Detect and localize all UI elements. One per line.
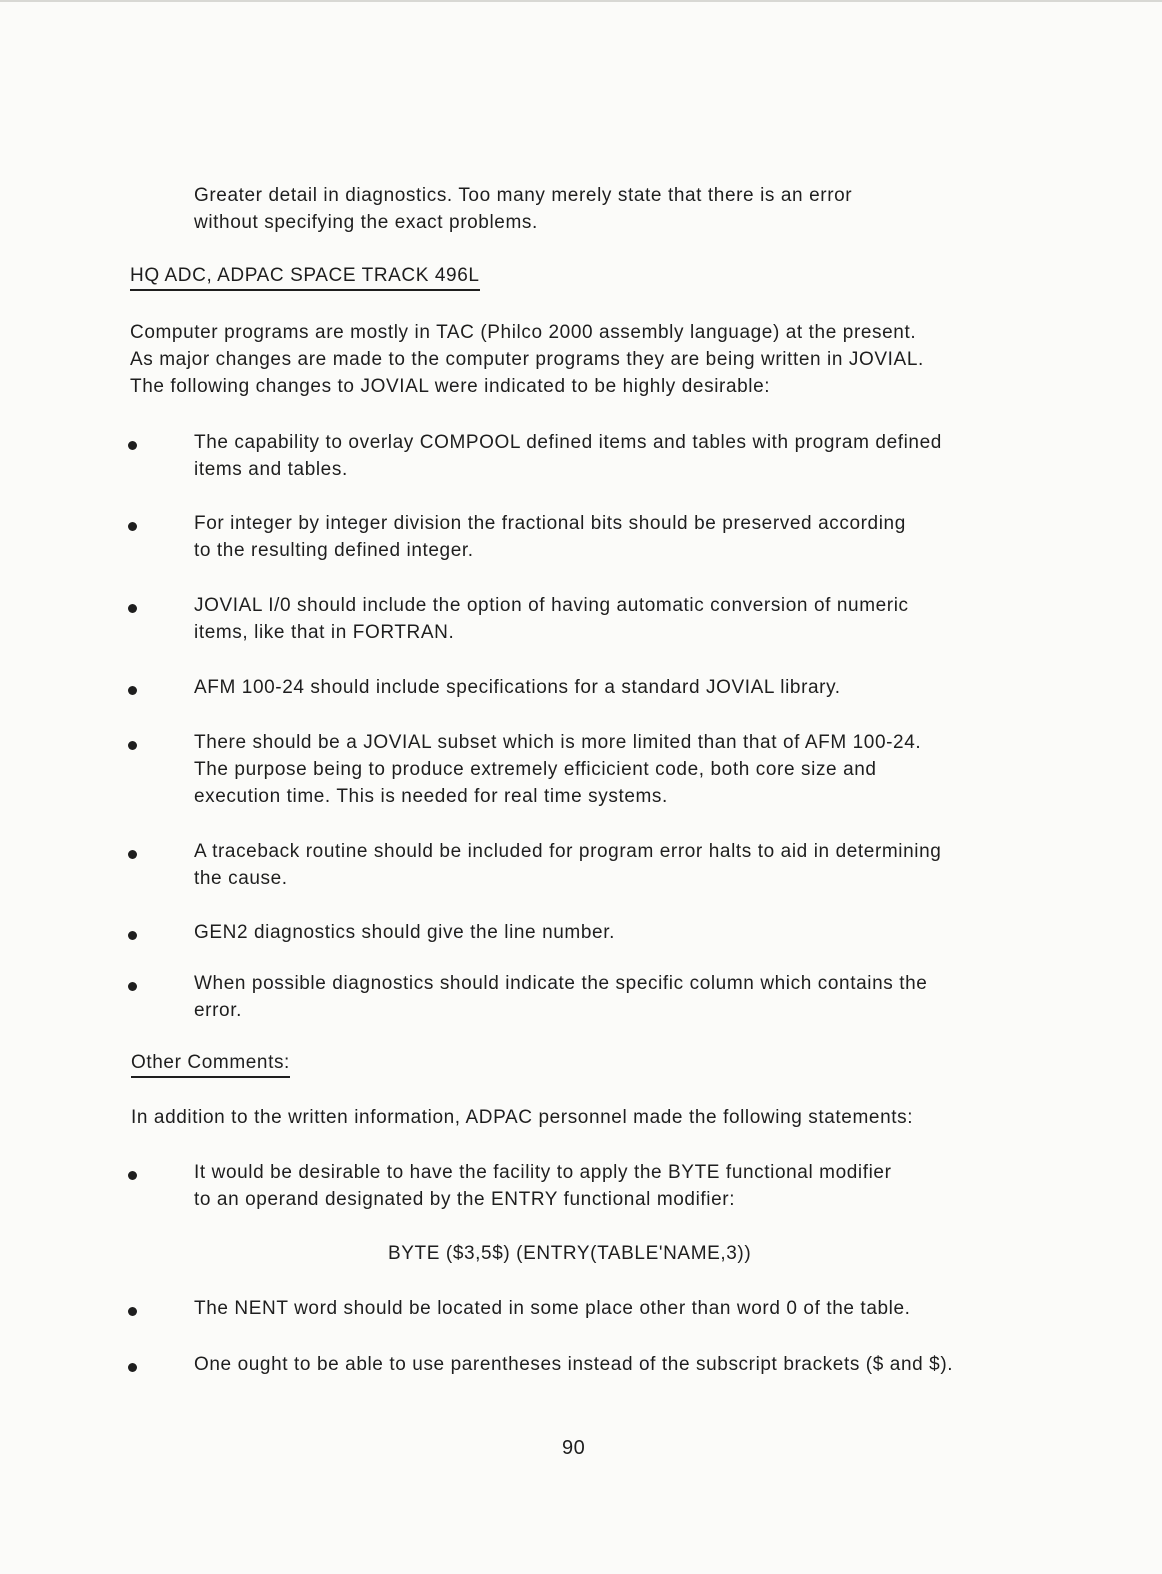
list-item-text xyxy=(194,1159,892,1213)
bullet-icon xyxy=(128,850,137,859)
section-heading-other-comments: Other Comments: xyxy=(131,1051,290,1078)
intro-paragraph xyxy=(194,182,852,236)
section1-paragraph xyxy=(130,319,924,400)
list-item-text xyxy=(194,729,921,810)
paragraph-line: As major changes are made to the computer programs they are being written in JOVIAL. xyxy=(130,349,924,370)
list-item-line: the cause. xyxy=(194,868,288,889)
list-item-line: The NENT word should be located in some place other than word 0 of the table. xyxy=(194,1298,911,1319)
list-item-line: items, like that in FORTRAN. xyxy=(194,622,455,643)
list-item-text xyxy=(194,510,906,564)
bullet-icon xyxy=(128,441,137,450)
list-item-line: It would be desirable to have the facility to apply the BYTE functional modifier xyxy=(194,1162,892,1183)
page-number: 90 xyxy=(562,1437,586,1459)
list-item-line: items and tables. xyxy=(194,459,348,480)
code-example: BYTE ($3,5$) (ENTRY(TABLE'NAME,3)) xyxy=(388,1243,752,1264)
intro-line: without specifying the exact problems. xyxy=(194,212,538,233)
list-item-line: One ought to be able to use parentheses instead of the subscript brackets ($ and $). xyxy=(194,1354,954,1375)
list-item-text xyxy=(194,1295,911,1322)
list-item-text xyxy=(194,592,909,646)
bullet-icon xyxy=(128,741,137,750)
list-item-line: The capability to overlay COMPOOL defined items and tables with program defined xyxy=(194,432,942,453)
list-item-text xyxy=(194,970,927,1024)
section2-paragraph: In addition to the written information, ADPAC personnel made the following statements: xyxy=(131,1107,914,1128)
bullet-icon xyxy=(128,1307,137,1316)
bullet-icon xyxy=(128,982,137,991)
bullet-icon xyxy=(128,604,137,613)
list-item-line: to the resulting defined integer. xyxy=(194,540,474,561)
list-item-text xyxy=(194,838,941,892)
paragraph-line: The following changes to JOVIAL were indicated to be highly desirable: xyxy=(130,376,771,397)
bullet-icon xyxy=(128,686,137,695)
list-item-line: When possible diagnostics should indicate the specific column which contains the xyxy=(194,973,928,994)
list-item-text xyxy=(194,1351,953,1378)
bullet-icon xyxy=(128,1171,137,1180)
list-item-line: error. xyxy=(194,1000,242,1021)
list-item-text xyxy=(194,919,615,946)
list-item-line: GEN2 diagnostics should give the line number. xyxy=(194,922,615,943)
bullet-icon xyxy=(128,931,137,940)
paragraph-line: Computer programs are mostly in TAC (Philco 2000 assembly language) at the present. xyxy=(130,322,917,343)
list-item-line: to an operand designated by the ENTRY functional modifier: xyxy=(194,1189,736,1210)
list-item-text xyxy=(194,674,841,701)
list-item-line: JOVIAL I/0 should include the option of having automatic conversion of numeric xyxy=(194,595,909,616)
bullet-icon xyxy=(128,522,137,531)
intro-line: Greater detail in diagnostics. Too many merely state that there is an error xyxy=(194,185,853,206)
list-item-line: AFM 100-24 should include specifications for a standard JOVIAL library. xyxy=(194,677,841,698)
list-item-text xyxy=(194,429,942,483)
list-item-line: A traceback routine should be included for program error halts to aid in determining xyxy=(194,841,942,862)
list-item-line: For integer by integer division the fractional bits should be preserved according xyxy=(194,513,906,534)
section-heading-hq-adc: HQ ADC, ADPAC SPACE TRACK 496L xyxy=(130,264,480,291)
list-item-line: The purpose being to produce extremely efficicient code, both core size and xyxy=(194,759,877,780)
list-item-line: There should be a JOVIAL subset which is more limited than that of AFM 100-24. xyxy=(194,732,922,753)
bullet-icon xyxy=(128,1363,137,1372)
list-item-line: execution time. This is needed for real time systems. xyxy=(194,786,668,807)
